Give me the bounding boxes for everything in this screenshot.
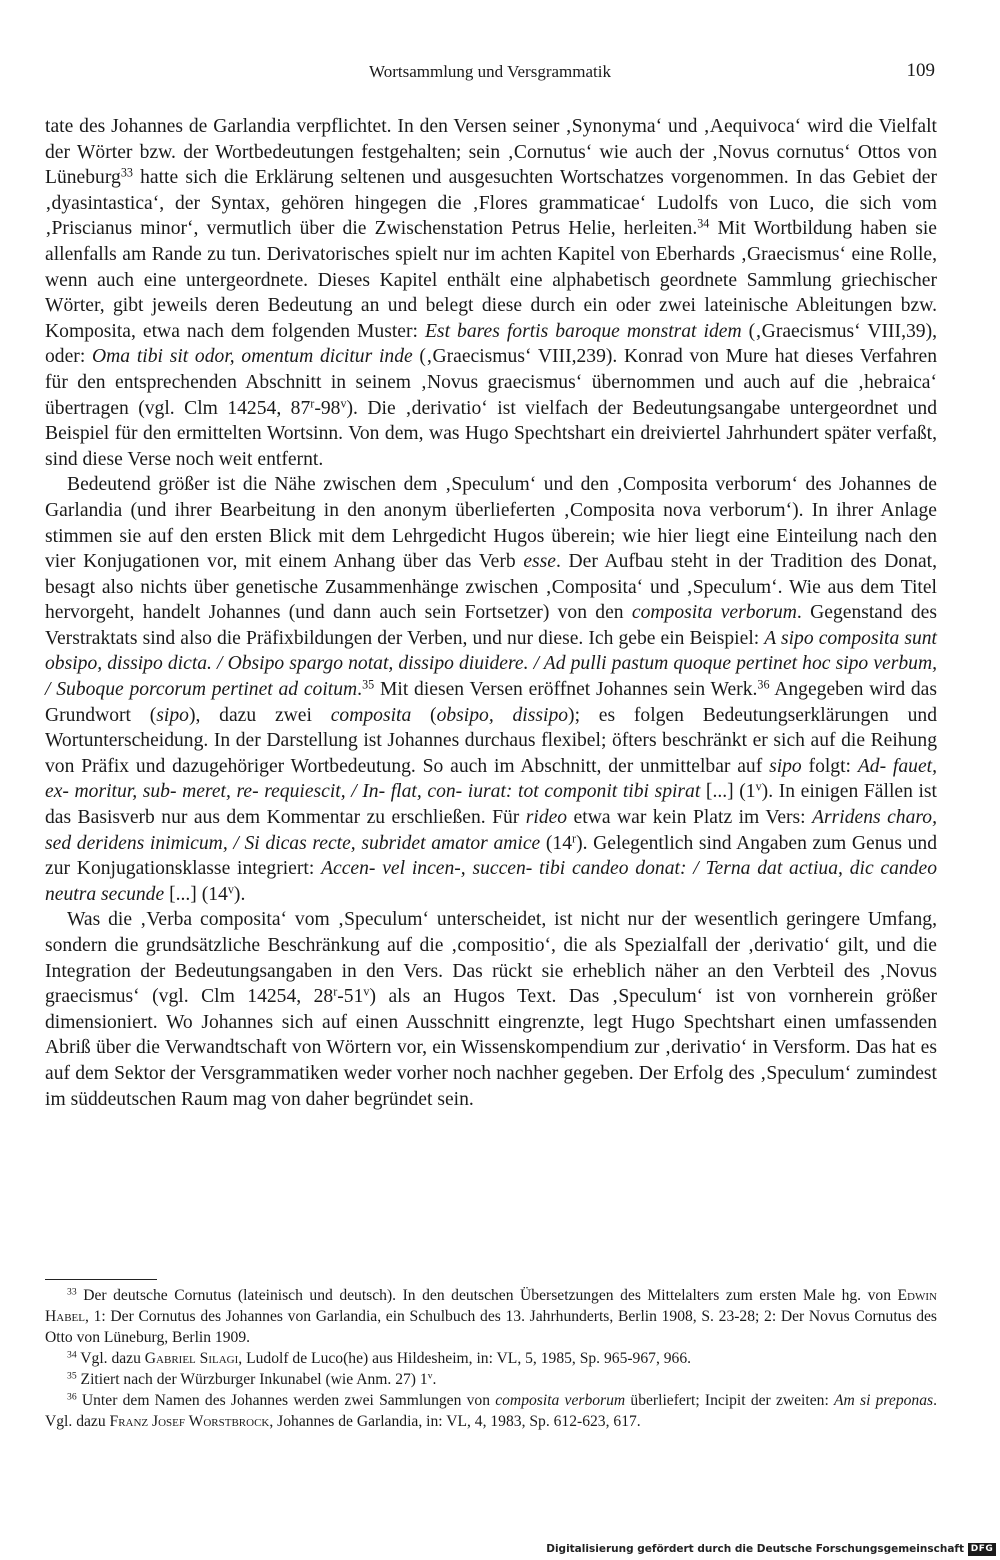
text-run: . Gegenstand des Verstraktats sind also die Präfixbildungen der Verben, und nur diese. Ich gebe ein Beispiel: bbox=[45, 602, 938, 649]
italic-text: rideo bbox=[525, 807, 568, 829]
funding-note: Digitalisierung gefördert durch die Deutsche Forschungsgemeinschaft bbox=[546, 1543, 964, 1555]
text-run: ). Gelegentlich sind Angaben zum Genus und zur Konjugationsklasse integriert: bbox=[45, 832, 937, 880]
superscript: 35 bbox=[362, 677, 375, 692]
text-run: . Vgl. dazu bbox=[45, 1392, 937, 1430]
running-head bbox=[45, 60, 935, 86]
digitization-bar bbox=[0, 1541, 1000, 1560]
footnote-35 bbox=[45, 1369, 937, 1390]
footnote-divider bbox=[45, 1279, 157, 1280]
text-run: Mit Wortbildung haben sie allenfalls am Rande zu tun. Derivatorisches spielt nur im achten Kapitel von Eberhards ‚Graecismus‘ eine Rolle, wenn auch eine untergeordnete. Dieses Kapitel enthält eine alphabetisch geordnete Sammlung griechischer Wörter, gibt jeweils deren Bedeutung an und belegt diese durch ein oder zwei lateinische Ableitungen bzw. Komposita, etwa nach dem folgenden Muster: bbox=[45, 218, 937, 342]
footnote-34 bbox=[45, 1348, 937, 1369]
text-run: -98 bbox=[314, 397, 341, 419]
text-run: ) als an Hugos Text. Das ‚Speculum‘ ist von vornherein größer dimensioniert. Wo Johannes sich auf einen Ausschnitt eingrenzte, legt Hugo Spechtshart einen umfassenden Abriß über die Verwandtschaft von Wörtern vor, ein Wissenskompendium zur ‚derivatio‘ in Versform. Das hat es auf dem Sektor der Versgrammatiken weder vorher noch nachher gegeben. Der Erfolg des ‚Speculum‘ zumindest im süddeutschen Raum mag von daher begründet sein. bbox=[45, 986, 937, 1110]
text-run: Vgl. dazu bbox=[76, 1350, 145, 1367]
text-run: [...] (14 bbox=[164, 883, 228, 905]
text-run: etwa war kein Platz im Vers: bbox=[567, 807, 813, 829]
italic-text: Est bares fortis baroque monstrat idem bbox=[424, 320, 742, 342]
paragraph bbox=[45, 472, 937, 907]
text-run: . bbox=[357, 679, 363, 701]
text-run: (‚Graecismus‘ VIII,239). Konrad von Mure hat dieses Verfahren für den entsprechenden Abschnitt in seinem ‚Novus graecismus‘ übernommen und auch auf die ‚hebraica‘ übertragen (vgl. Clm 14254, 87 bbox=[45, 346, 937, 419]
text-run: Zitiert nach der Würzburger Inkunabel (wie Anm. 27) 1 bbox=[76, 1371, 428, 1388]
author-name: Edwin Habel bbox=[45, 1287, 937, 1325]
text-run: Bedeutend größer ist die Nähe zwischen dem ‚Speculum‘ und den ‚Composita verborum‘ des Johannes de Garlandia (und ihrer Bearbeitung in den anonym überlieferten ‚Composita nova verborum‘). In ihrer Anlage stimmen sie auf den ersten Blick mit dem Lehrgedicht Hugos überein; wie hier liegt eine Einteilung nach den vier Konjugationen vor, mit einem Anhang über das Verb bbox=[45, 474, 937, 573]
superscript: v bbox=[427, 1370, 433, 1382]
text-run: Der deutsche Cornutus (lateinisch und deutsch). In den deutschen Übersetzungen des Mittelalters zum ersten Male hg. von bbox=[76, 1287, 898, 1304]
text-run: ). Die ‚derivatio‘ ist vielfach der Bedeutungsangabe untergeordnet und Beispiel für den ermittelten Wortsinn. Von dem, was Hugo Spechtshart ein dreiviertel Jahrhundert später verfaßt, sind diese Verse noch weit entfernt. bbox=[45, 397, 937, 470]
italic-text: Arridens charo, sed deridens inimicum, / Si dicas recte, subridet amator amice bbox=[45, 807, 937, 854]
text-run: Angegeben wird das Grundwort ( bbox=[45, 679, 937, 726]
italic-text: A sipo composita sunt obsipo, dissipo dicta. / Obsipo spargo notat, dissipo diuidere. / Ad pulli pastum quoque pertinet hoc sipo verbum, / Suboque porcorum pertinet ad coitum bbox=[45, 627, 937, 701]
footnotes bbox=[45, 1285, 937, 1432]
superscript: 34 bbox=[67, 1349, 77, 1361]
superscript: 36 bbox=[757, 677, 770, 692]
text-run: (‚Graecismus‘ VIII,39), oder: bbox=[45, 320, 937, 368]
paragraph bbox=[45, 114, 937, 472]
text-run: folgt: bbox=[801, 755, 858, 777]
text-run: tate des Johannes de Garlandia verpflichtet. In den Versen seiner ‚Synonyma‘ und ‚Aequivoca‘ wird die Vielfalt der Wörter bzw. der Wortbedeutungen festgehalten; sein ‚Cornutus‘ wie auch der ‚Novus cornutus‘ Ottos von Lüneburg bbox=[45, 116, 937, 189]
superscript: v bbox=[363, 984, 370, 999]
superscript: r bbox=[333, 984, 338, 999]
italic-text: Ad- fauet, ex- moritur, sub- meret, re- requiescit, / In- flat, con- iurat: tot componit tibi spirat bbox=[45, 755, 937, 803]
paragraph bbox=[45, 907, 937, 1112]
footnote-36 bbox=[45, 1390, 937, 1432]
superscript: 35 bbox=[67, 1370, 77, 1382]
text-run: ); es folgen Bedeutungserklärungen und Wortunterscheidung. In der Darstellung ist Johannes durchaus flexibel; öfters beschränkt er sich auf die Reihung von Präfix und dazugehöriger Wortbedeutung. So auch im Abschnitt, der unmittelbar auf bbox=[45, 704, 937, 777]
running-title: Wortsammlung und Versgrammatik bbox=[369, 62, 611, 81]
text-run: ). bbox=[233, 883, 246, 905]
italic-text: Accen- vel incen-, succen- tibi candeo donat: / Terna dat actiua, dic candeo neutra secunde bbox=[45, 858, 937, 905]
text-run: ). In einigen Fällen ist das Basisverb nur aus dem Kommentar zu erschließen. Für bbox=[45, 781, 937, 829]
superscript: v bbox=[340, 395, 347, 410]
text-run: Was die ‚Verba composita‘ vom ‚Speculum‘ unterscheidet, ist nicht nur der wesentlich geringere Umfang, sondern die grundsätzliche Beschränkung auf die ‚compositio‘, die als Spezialfall der ‚derivatio‘ gilt, und die Integration der Bedeutungsangaben in den Vers. Das rückt sie erheblich näher an den Verbteil des ‚Novus graecismus‘ (vgl. Clm 14254, 28 bbox=[45, 909, 937, 1008]
superscript: 36 bbox=[67, 1391, 77, 1403]
text-run: überliefert; Incipit der zweiten: bbox=[625, 1392, 834, 1409]
italic-text: Am si preponas bbox=[834, 1392, 934, 1409]
italic-text: sipo bbox=[769, 755, 802, 777]
italic-text: composita bbox=[330, 704, 412, 726]
text-run: -51 bbox=[337, 986, 364, 1008]
text-run: , 1: Der Cornutus des Johannes von Garlandia, ein Schulbuch des 13. Jahrhunderts, Berlin 1908, S. 23-28; 2: Der Novus Cornutus des Otto von Lüneburg, Berlin 1909. bbox=[45, 1308, 937, 1346]
text-run: [...] (1 bbox=[700, 781, 756, 803]
dfg-logo-icon: DFG bbox=[968, 1543, 996, 1556]
footnote-33 bbox=[45, 1285, 937, 1348]
italic-text: composita verborum bbox=[495, 1392, 626, 1409]
superscript: 33 bbox=[120, 165, 133, 180]
body-text bbox=[45, 114, 937, 1112]
italic-text: composita verborum bbox=[631, 602, 797, 624]
text-run: , Johannes de Garlandia, in: VL, 4, 1983, Sp. 612-623, 617. bbox=[269, 1413, 641, 1430]
text-run: (14 bbox=[540, 832, 573, 854]
author-name: Franz Josef Worstbrock bbox=[109, 1413, 270, 1430]
text-run: ), dazu zwei bbox=[188, 704, 331, 726]
text-run: Mit diesen Versen eröffnet Johannes sein Werk. bbox=[374, 679, 758, 701]
superscript: 34 bbox=[697, 216, 710, 231]
author-name: Gabriel Silagi bbox=[144, 1350, 239, 1367]
page-number: 109 bbox=[906, 60, 935, 81]
text-run: . Der Aufbau steht in der Tradition des Donat, besagt also nichts über genetische Zusammenhänge zwischen ‚Composita‘ und ‚Speculum‘. Wie aus dem Titel hervorgeht, handelt Johannes (und dann auch sein Fortsetzer) von den bbox=[45, 551, 937, 624]
superscript: r bbox=[572, 830, 577, 845]
italic-text: esse bbox=[523, 551, 556, 573]
superscript: r bbox=[310, 395, 315, 410]
text-run: Unter dem Namen des Johannes werden zwei Sammlungen von bbox=[76, 1392, 496, 1409]
text-run: . bbox=[432, 1371, 437, 1388]
text-run: , Ludolf de Luco(he) aus Hildesheim, in: VL, 5, 1985, Sp. 965-967, 966. bbox=[238, 1350, 692, 1367]
text-run: hatte sich die Erklärung seltenen und ausgesuchten Wortschatzes vorgenommen. In das Gebiet der ‚dyasintastica‘, der Syntax, gehören hingegen die ‚Flores grammaticae‘ Ludolfs von Luco, die sich vom ‚Priscianus minor‘, vermutlich über die Zwischenstation Petrus Helie, herleiten. bbox=[45, 167, 937, 240]
superscript: 33 bbox=[67, 1286, 77, 1298]
superscript: v bbox=[755, 779, 762, 794]
superscript: v bbox=[227, 882, 234, 897]
italic-text: obsipo, dissipo bbox=[436, 704, 569, 726]
italic-text: sipo bbox=[156, 704, 189, 726]
text-run: ( bbox=[411, 704, 437, 726]
italic-text: Oma tibi sit odor, omentum dicitur inde bbox=[92, 346, 413, 368]
